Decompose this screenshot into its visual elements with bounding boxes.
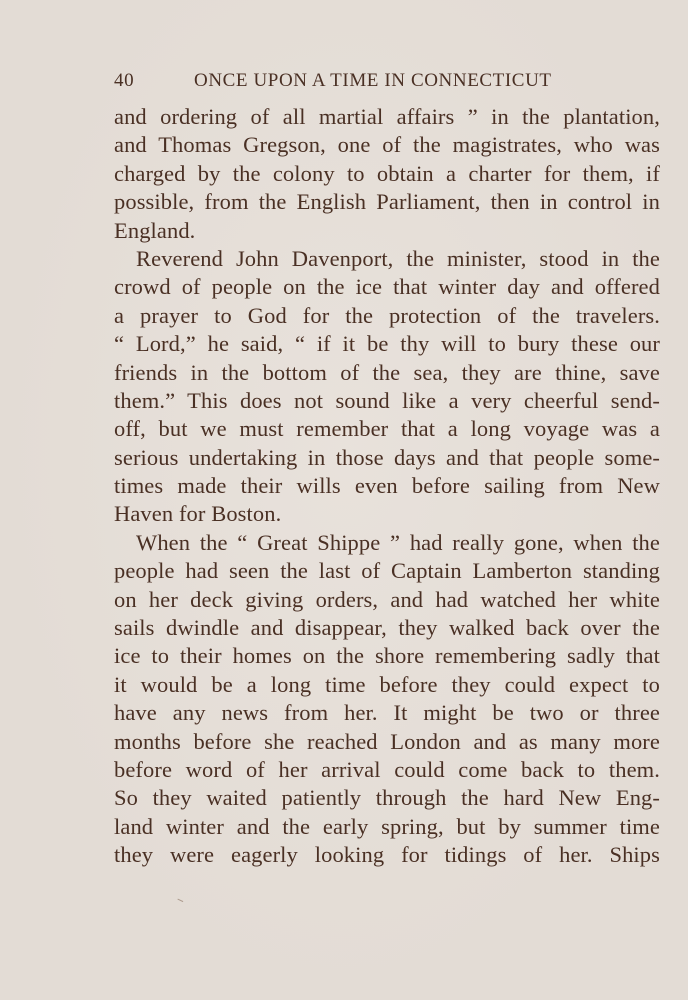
text-line: serious undertaking in those days and that people some- (114, 444, 660, 470)
page-number: 40 (114, 70, 135, 91)
text-line: on her deck giving orders, and had watched her white (114, 586, 660, 612)
running-title: ONCE UPON A TIME IN CONNECTICUT (194, 70, 552, 91)
text-line: England. (114, 217, 196, 243)
text-line: it would be a long time before they could expect to (114, 671, 660, 697)
text-line: friends in the bottom of the sea, they are thine, save (114, 359, 660, 385)
text-line: possible, from the English Parliament, then in control in (114, 189, 660, 215)
text-line: have any news from her. It might be two or three (114, 700, 660, 726)
text-line: So they waited patiently through the hard New Eng- (114, 785, 660, 811)
text-line: off, but we must remember that a long voyage was a (114, 416, 660, 442)
text-line: land winter and the early spring, but by summer time (114, 813, 660, 839)
text-line: ice to their homes on the shore remembering sadly that (114, 643, 660, 669)
running-head (114, 70, 560, 98)
text-line: before word of her arrival could come back to them. (114, 756, 660, 782)
text-line: a prayer to God for the protection of the travelers. (114, 302, 660, 328)
text-line: and ordering of all martial affairs ” in the plantation, (114, 104, 660, 129)
text-line: people had seen the last of Captain Lamberton standing (114, 558, 660, 584)
text-line: they were eagerly looking for tidings of her. Ships (114, 842, 660, 868)
text-line: sails dwindle and disappear, they walked back over the (114, 615, 660, 641)
text-line: crowd of people on the ice that winter day and offered (114, 274, 660, 300)
text-line: Haven for Boston. (114, 501, 282, 527)
body-text (114, 103, 660, 870)
text-line: Reverend John Davenport, the minister, stood in the (136, 245, 660, 271)
ink-speck (177, 896, 184, 902)
text-line: months before she reached London and as many more (114, 728, 660, 754)
text-line: them.” This does not sound like a very cheerful send- (114, 387, 660, 413)
text-line: “ Lord,” he said, “ if it be thy will to bury these our (114, 331, 660, 357)
text-line: charged by the colony to obtain a charter for them, if (114, 160, 660, 186)
text-line: and Thomas Gregson, one of the magistrates, who was (114, 132, 660, 158)
text-line: times made their wills even before sailing from New (114, 473, 660, 499)
text-line: When the “ Great Shippe ” had really gone, when the (136, 529, 660, 555)
